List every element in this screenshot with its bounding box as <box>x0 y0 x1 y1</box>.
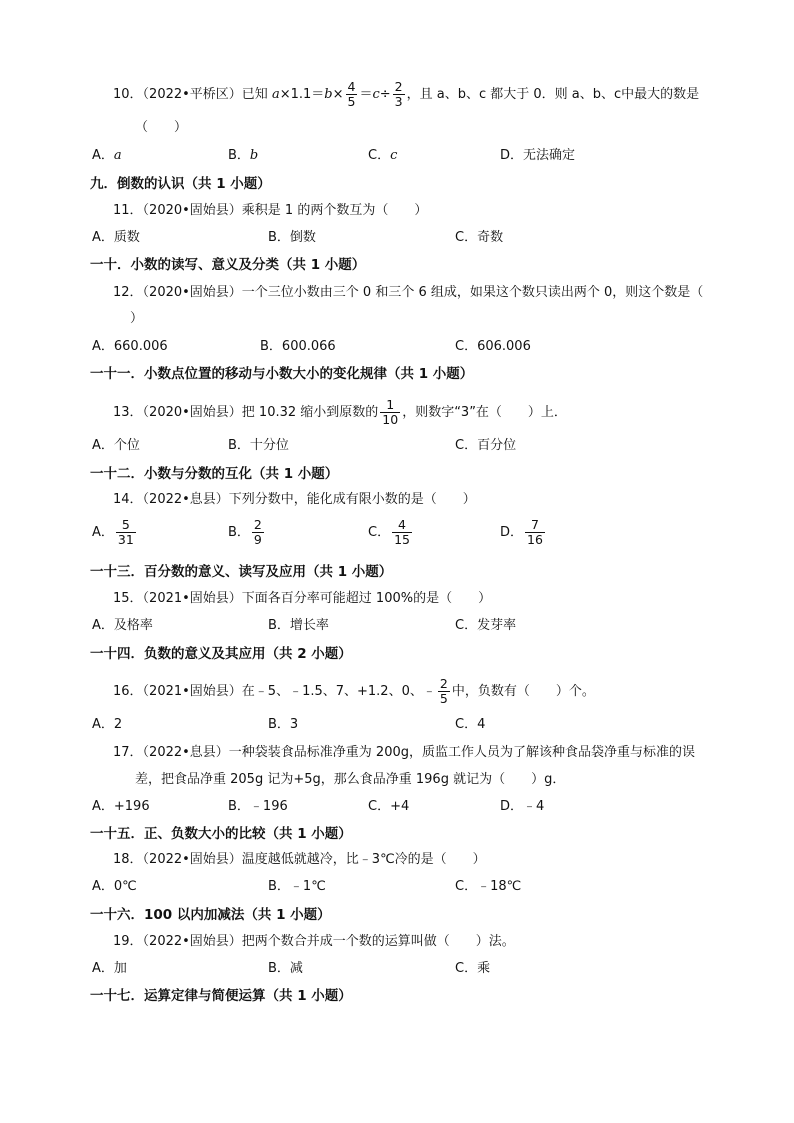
q12-option-a[interactable]: A．660.006 <box>92 339 168 354</box>
var-c: c <box>372 87 380 102</box>
q10-option-a[interactable] <box>92 146 122 166</box>
fraction-1-10 <box>380 398 400 427</box>
section-heading-13: 一十三．百分数的意义、读写及应用（共 1 小题） <box>90 564 393 580</box>
q14-option-c[interactable] <box>368 518 414 547</box>
denominator: 31 <box>117 532 134 547</box>
section-heading-12: 一十二．小数与分数的互化（共 1 小题） <box>90 466 339 482</box>
q17-option-a[interactable]: A．+196 <box>92 799 150 814</box>
q16-option-a[interactable]: A．2 <box>92 717 123 732</box>
numerator: 2 <box>439 676 448 691</box>
q11-option-a[interactable]: A．质数 <box>92 230 140 245</box>
question-13 <box>113 398 567 427</box>
numerator: 1 <box>386 397 395 412</box>
numerator: 7 <box>530 517 539 532</box>
denominator: 15 <box>394 532 410 547</box>
q10-blank: （ ） <box>135 120 188 135</box>
option-label: B． <box>228 525 250 540</box>
q14-option-b[interactable] <box>228 518 266 547</box>
question-19: 19．（2022•固始县）把两个数合并成一个数的运算叫做（ ）法。 <box>113 934 515 949</box>
q13-option-b[interactable]: B．十分位 <box>228 438 289 453</box>
question-18: 18．（2022•固始县）温度越低就越冷，比﹣3℃冷的是（ ） <box>113 852 486 867</box>
q14-option-a[interactable] <box>92 518 138 547</box>
q19-option-a[interactable]: A．加 <box>92 961 127 976</box>
q12-close-paren: ） <box>130 311 144 326</box>
section-heading-17: 一十七．运算定律与简便运算（共 1 小题） <box>90 988 352 1004</box>
section-heading-10: 一十．小数的读写、意义及分类（共 1 小题） <box>90 257 366 273</box>
option-label: A． <box>92 148 114 163</box>
section-heading-16: 一十六．100 以内加减法（共 1 小题） <box>90 907 331 923</box>
denominator: 16 <box>527 532 543 547</box>
option-value: b <box>249 148 259 163</box>
q16-option-c[interactable]: C．4 <box>455 717 486 732</box>
q16-option-b[interactable]: B．3 <box>268 717 299 732</box>
denominator: 10 <box>382 412 399 427</box>
numerator: 2 <box>253 517 262 532</box>
fraction-2-5 <box>438 677 450 706</box>
section-heading-9: 九．倒数的认识（共 1 小题） <box>90 176 271 192</box>
numerator: 2 <box>394 79 403 94</box>
q13-option-a[interactable]: A．个位 <box>92 438 140 453</box>
fraction-4-15 <box>392 518 412 547</box>
q19-option-c[interactable]: C．乘 <box>455 961 491 976</box>
q18-option-c[interactable]: C．﹣18℃ <box>455 879 522 894</box>
q17-option-c[interactable]: C．+4 <box>368 799 410 814</box>
q18-option-a[interactable]: A．0℃ <box>92 879 137 894</box>
q10-t3: ＝ <box>359 87 373 102</box>
question-10 <box>113 80 699 109</box>
denominator: 5 <box>439 691 448 706</box>
question-15: 15．（2021•固始县）下面各百分率可能超过 100%的是（ ） <box>113 591 492 606</box>
fraction-7-16 <box>525 518 545 547</box>
q13-prefix: 13．（2020•固始县）把 10.32 缩小到原数的 <box>113 405 379 420</box>
var-b: b <box>324 87 333 102</box>
q10-prefix: 10．（2022•平桥区）已知 <box>113 87 272 102</box>
numerator: 4 <box>347 79 356 94</box>
q10-t4: ÷ <box>379 87 391 102</box>
option-label: C． <box>368 148 391 163</box>
question-12: 12．（2020•固始县）一个三位小数由三个 0 和三个 6 组成，如果这个数只读出两个 0，则这个数是（ <box>113 285 704 300</box>
question-11: 11．（2020•固始县）乘积是 1 的两个数互为（ ） <box>113 203 428 218</box>
q19-option-b[interactable]: B．减 <box>268 961 303 976</box>
q16-prefix: 16．（2021•固始县）在﹣5、﹣1.5、7、+1.2、0、﹣ <box>113 684 436 699</box>
section-heading-15: 一十五．正、负数大小的比较（共 1 小题） <box>90 826 352 842</box>
option-value: a <box>113 148 122 163</box>
q10-option-c[interactable] <box>368 146 397 166</box>
q10-t2: × <box>332 87 344 102</box>
q13-option-c[interactable]: C．百分位 <box>455 438 517 453</box>
q14-option-d[interactable] <box>500 518 547 547</box>
q10-t5: ，且 a、b、c 都大于 0．则 a、b、c中最大的数是 <box>406 87 700 102</box>
q17-option-b[interactable]: B．﹣196 <box>228 799 288 814</box>
option-label: A． <box>92 525 114 540</box>
denominator: 3 <box>394 94 403 109</box>
q18-option-b[interactable]: B．﹣1℃ <box>268 879 326 894</box>
option-value: c <box>390 148 398 163</box>
q10-t1: ×1.1＝ <box>279 87 325 102</box>
section-heading-11: 一十一．小数点位置的移动与小数大小的变化规律（共 1 小题） <box>90 366 474 382</box>
numerator: 5 <box>121 517 130 532</box>
fraction-5-31 <box>116 518 136 547</box>
q15-option-a[interactable]: A．及格率 <box>92 618 153 633</box>
q11-option-c[interactable]: C．奇数 <box>455 230 504 245</box>
q15-option-b[interactable]: B．增长率 <box>268 618 329 633</box>
fraction-4-5 <box>346 80 358 109</box>
var-a: a <box>271 87 280 102</box>
question-17-line1: 17．（2022•息县）一种袋装食品标准净重为 200g，质监工作人员为了解该种食品袋净重与标准的误 <box>113 745 695 760</box>
numerator: 4 <box>398 517 406 532</box>
option-label: C． <box>368 525 391 540</box>
question-14: 14．（2022•息县）下列分数中，能化成有限小数的是（ ） <box>113 492 476 507</box>
fraction-2-9 <box>252 518 264 547</box>
q17-option-d[interactable]: D．﹣4 <box>500 799 545 814</box>
q16-suffix: 中，负数有（ ）个。 <box>451 684 595 699</box>
q12-option-b[interactable]: B．600.066 <box>260 339 336 354</box>
q10-option-b[interactable] <box>228 146 258 166</box>
question-16 <box>113 677 595 706</box>
denominator: 5 <box>347 94 356 109</box>
fraction-2-3 <box>393 80 405 109</box>
q12-option-c[interactable]: C．606.006 <box>455 339 531 354</box>
q10-option-d[interactable]: D．无法确定 <box>500 148 576 163</box>
q13-suffix: ，则数字“3”在（ ）上． <box>402 405 567 420</box>
q11-option-b[interactable]: B．倒数 <box>268 230 316 245</box>
option-label: B． <box>228 148 250 163</box>
q15-option-c[interactable]: C．发芽率 <box>455 618 517 633</box>
section-heading-14: 一十四．负数的意义及其应用（共 2 小题） <box>90 646 352 662</box>
question-17-line2: 差，把食品净重 205g 记为+5g，那么食品净重 196g 就记为（ ）g． <box>135 772 566 787</box>
option-label: D． <box>500 525 524 540</box>
denominator: 9 <box>253 532 262 547</box>
